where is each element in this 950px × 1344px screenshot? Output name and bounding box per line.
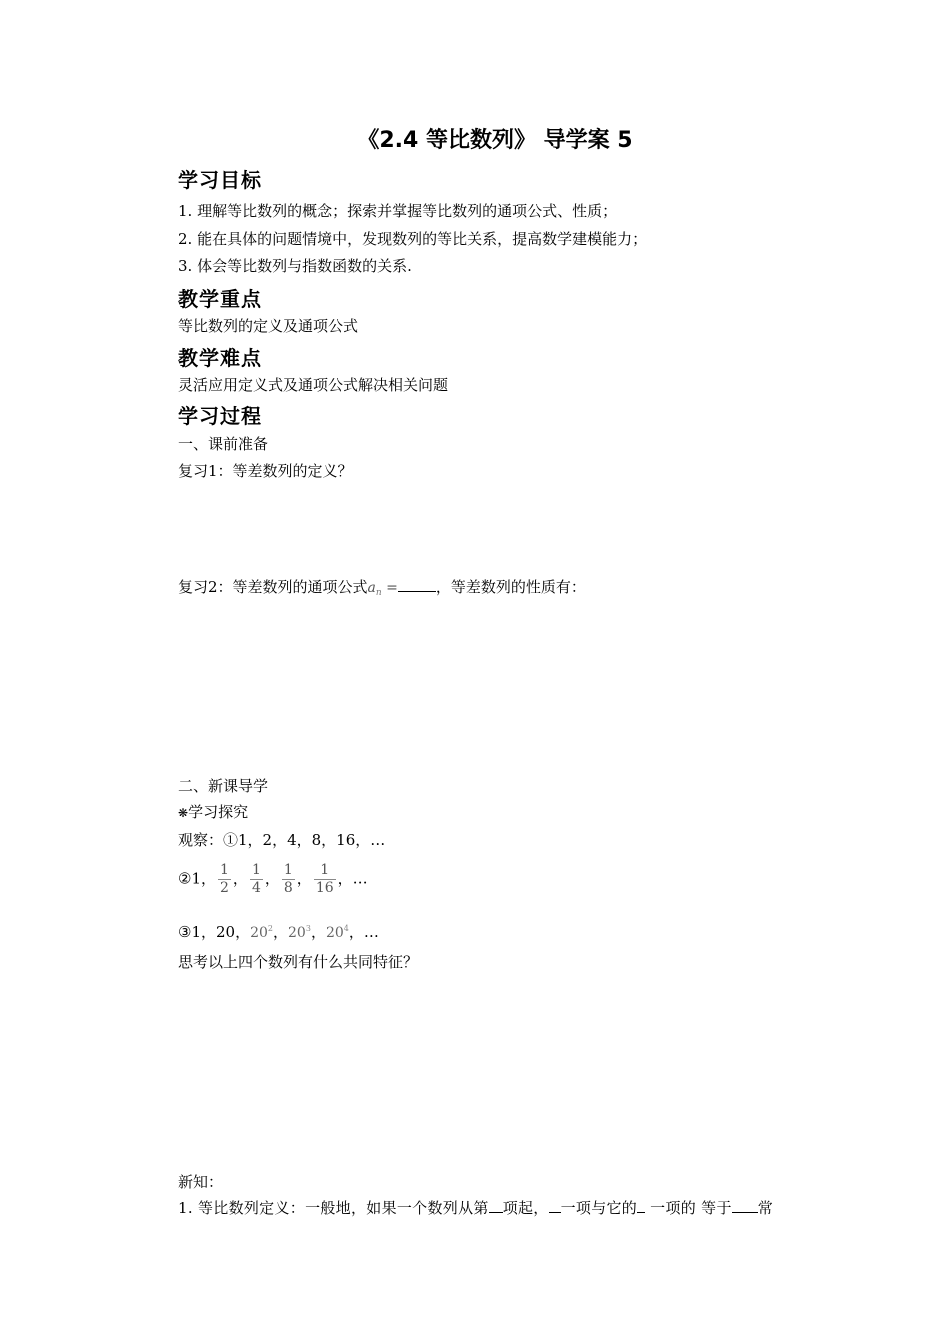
definition-blank-2[interactable] — [549, 1198, 561, 1213]
definition-blank-3[interactable] — [637, 1198, 645, 1213]
an-subscript: n — [375, 588, 382, 598]
definition-part-d: 一项的 等于 — [645, 1199, 732, 1217]
objective-item: 1. 理解等比数列的概念；探索并掌握等比数列的通项公式、性质； — [178, 202, 618, 220]
seq3-prefix: ③1，20， — [178, 923, 251, 941]
ellipsis: … — [363, 923, 379, 941]
document-title: 《2.4 等比数列》 导学案 5 — [357, 128, 633, 153]
fraction-numerator: 1 — [220, 862, 229, 878]
fraction-numerator: 1 — [283, 862, 293, 878]
fraction — [218, 862, 231, 897]
fraction — [250, 862, 263, 897]
fraction-numerator: 1 — [320, 862, 330, 878]
fraction — [282, 862, 295, 897]
definition-part-a: 1. 等比数列定义：一般地，如果一个数列从第 — [178, 1199, 489, 1217]
power-base: 20 — [288, 925, 306, 941]
fraction-denominator: 8 — [283, 880, 293, 896]
fraction-numerator: 1 — [251, 862, 261, 878]
fraction-denominator: 4 — [251, 880, 261, 896]
think-question: 思考以上四个数列有什么共同特征？ — [178, 953, 419, 971]
separator: ， — [296, 869, 312, 888]
key-point-text: 等比数列的定义及通项公式 — [178, 317, 359, 335]
separator: ， — [348, 923, 364, 941]
power-term — [326, 925, 349, 941]
objectives-heading: 学习目标 — [178, 168, 262, 192]
review2-prefix: 复习2：等差数列的通项公式 — [178, 578, 368, 596]
part2-label: 二、新课导学 — [178, 777, 269, 795]
key-point-heading: 教学重点 — [178, 287, 262, 311]
definition-part-e: 常 — [757, 1199, 774, 1217]
fraction-denominator: 16 — [315, 880, 334, 896]
asterisk-bullet-icon: ❋ — [178, 806, 189, 820]
ellipsis: … — [352, 869, 368, 888]
separator: ， — [232, 869, 248, 888]
difficulty-text: 灵活应用定义式及通项公式解决相关问题 — [178, 376, 449, 394]
definition-blank-4[interactable] — [732, 1198, 758, 1213]
separator: ， — [337, 869, 353, 888]
review-question-2 — [178, 577, 586, 603]
objective-item: 3. 体会等比数列与指数函数的关系. — [178, 257, 412, 275]
part1-label: 一、课前准备 — [178, 435, 269, 453]
definition-line — [178, 1198, 773, 1218]
definition-part-b: 项起， — [502, 1199, 549, 1217]
separator: ， — [273, 923, 289, 941]
review-question-1: 复习1：等差数列的定义？ — [178, 462, 353, 480]
separator: ， — [310, 923, 326, 941]
explore-line — [178, 802, 248, 823]
fraction-denominator: 2 — [220, 880, 229, 896]
formula-blank[interactable] — [398, 577, 436, 592]
process-heading: 学习过程 — [178, 404, 262, 428]
power-base: 20 — [325, 925, 344, 941]
separator: ， — [264, 869, 280, 888]
explore-label: 学习探究 — [188, 803, 249, 821]
power-term — [250, 925, 273, 941]
equals-sign: = — [381, 580, 398, 596]
power-term — [288, 925, 311, 941]
definition-part-c: 一项与它的 — [560, 1199, 638, 1217]
definition-blank-1[interactable] — [489, 1198, 503, 1213]
objective-item: 2. 能在具体的问题情境中，发现数列的等比关系，提高数学建模能力； — [178, 230, 648, 248]
new-knowledge-label: 新知： — [178, 1173, 224, 1191]
observe-sequence-3 — [178, 919, 379, 943]
power-exponent: 3 — [305, 924, 311, 933]
seq2-prefix: ②1， — [178, 869, 216, 888]
observe-sequence-1: 观察：①1，2，4，8，16，… — [178, 831, 386, 849]
an-base: a — [367, 580, 376, 596]
power-base: 20 — [250, 925, 268, 941]
fraction — [314, 862, 336, 897]
an-variable — [368, 580, 382, 596]
observe-sequence-2 — [178, 862, 368, 897]
difficulty-heading: 教学难点 — [178, 346, 262, 370]
power-exponent: 4 — [343, 924, 349, 933]
power-exponent: 2 — [267, 924, 273, 933]
review2-suffix: ，等差数列的性质有： — [435, 578, 586, 596]
